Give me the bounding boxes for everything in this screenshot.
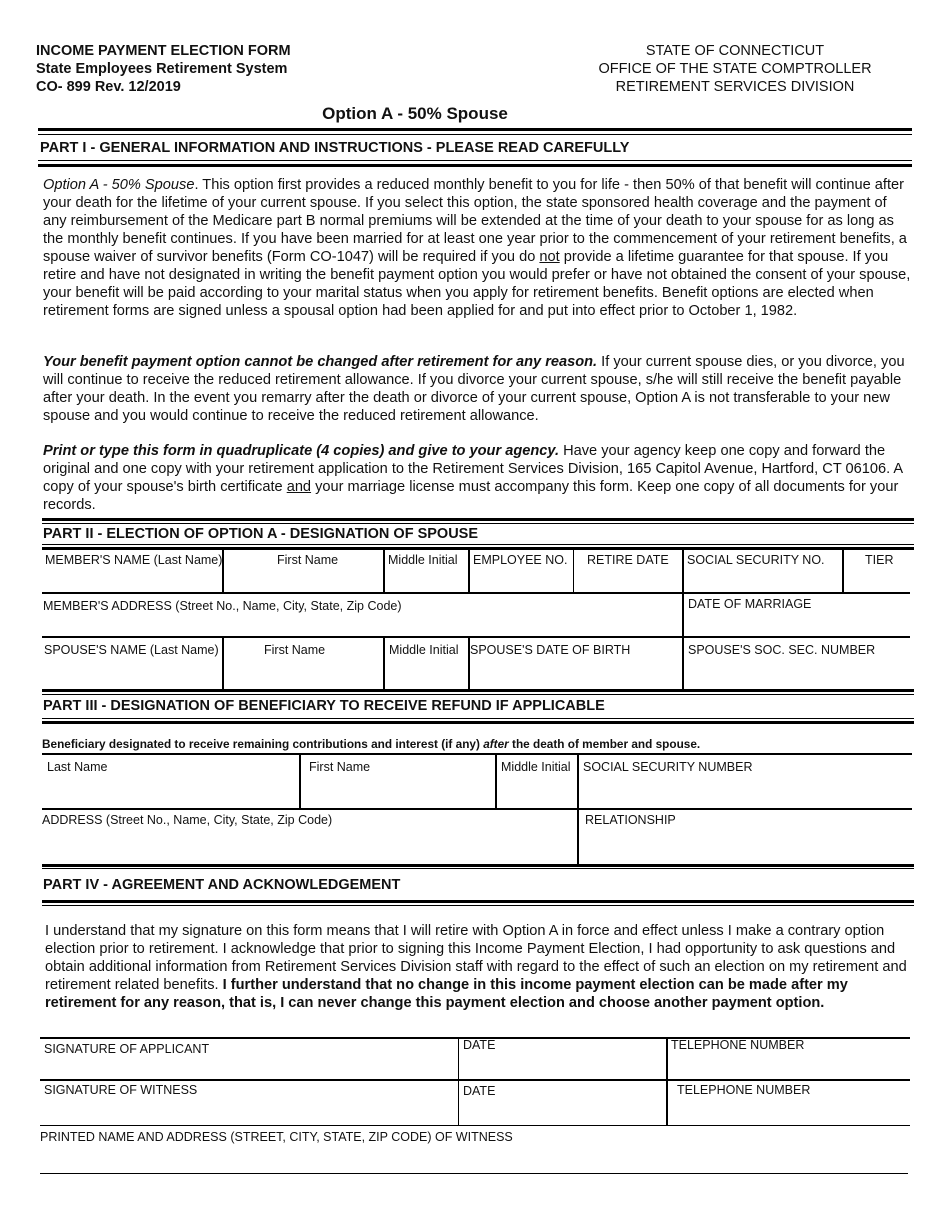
divider xyxy=(42,718,914,719)
spouse-last-name-input[interactable] xyxy=(44,662,223,686)
divider xyxy=(222,549,224,592)
divider xyxy=(42,689,914,692)
form-number: CO- 899 Rev. 12/2019 xyxy=(36,79,181,95)
office-name: OFFICE OF THE STATE COMPTROLLER xyxy=(598,61,872,77)
system-name: State Employees Retirement System xyxy=(36,61,288,77)
divider xyxy=(38,128,912,131)
warning-text: Your benefit payment option cannot be changed after retirement for any reason. xyxy=(43,354,598,370)
witness-date-input[interactable] xyxy=(463,1102,667,1124)
tier-input[interactable] xyxy=(846,570,914,592)
divider xyxy=(42,753,912,755)
divider xyxy=(842,549,844,592)
acknowledgement-text xyxy=(45,922,915,1012)
member-middle-initial-label: Middle Initial xyxy=(388,553,458,567)
divider xyxy=(42,592,910,594)
spouse-dob-input[interactable] xyxy=(472,662,682,686)
beneficiary-address-label: ADDRESS (Street No., Name, City, State, Zip Code) xyxy=(42,813,333,827)
retire-date-label: RETIRE DATE xyxy=(587,553,669,567)
divider xyxy=(42,518,914,521)
underlined-text: and xyxy=(286,479,312,495)
spouse-ssn-input[interactable] xyxy=(688,662,912,686)
divider xyxy=(38,134,912,135)
spouse-dob-label: SPOUSE'S DATE OF BIRTH xyxy=(470,643,631,657)
applicant-phone-label: TELEPHONE NUMBER xyxy=(671,1038,805,1052)
divider xyxy=(682,549,684,690)
retire-date-input[interactable] xyxy=(577,570,684,592)
instruction-text: Print or type this form in quadruplicate (4 copies) and give to your agency. xyxy=(43,443,560,459)
divider xyxy=(42,547,914,550)
beneficiary-last-name-label: Last Name xyxy=(47,760,108,774)
form-name: INCOME PAYMENT ELECTION FORM xyxy=(36,43,291,59)
witness-date-label: DATE xyxy=(463,1084,496,1098)
divider xyxy=(299,754,301,809)
divider xyxy=(40,1079,910,1081)
option-name: Option A - 50% Spouse xyxy=(43,177,195,193)
form-header-right xyxy=(560,42,910,96)
part3-title: PART III - DESIGNATION OF BENEFICIARY TO RECEIVE REFUND IF APPLICABLE xyxy=(43,698,605,714)
beneficiary-middle-initial-input[interactable] xyxy=(500,780,578,806)
emphasis-text: after xyxy=(483,737,509,751)
divider xyxy=(42,905,914,906)
applicant-signature-label: SIGNATURE OF APPLICANT xyxy=(44,1042,210,1056)
divider xyxy=(42,900,914,903)
divider xyxy=(42,544,914,545)
part1-paragraph-option xyxy=(43,176,913,320)
text: . This option first provides a reduced monthly benefit to you for life - then 50% of that benefit will continue after your death for the lifetime of your current spouse. If you select this option, the state sponsored health coverage and the payment of any reimbursement of the Medicare part B normal premiums will be extended at the time of your death to your spouse for as long as the monthly benefit continues. If you have been married for at least one year prior to the commencement of your retirement benefits, a spouse waiver of survivor benefits (Form CO-1047) will be required if you do xyxy=(43,177,907,265)
divider xyxy=(42,721,914,724)
acknowledgement-bold-text: I further understand that no change in this income payment election can be made after my retirement for any reason, that is, I can never change this payment election and choose another payment option. xyxy=(45,977,848,1011)
part1-paragraph-instructions xyxy=(43,442,913,514)
beneficiary-ssn-input[interactable] xyxy=(583,780,913,806)
divider xyxy=(573,549,574,592)
text: Have your agency keep one copy and forward the original and one copy with your retirement application to the Retirement Services Division, 165 Capitol Avenue, Hartford, CT 06106. A copy of your spouse's birth certificate xyxy=(43,443,903,495)
witness-name-address-label: PRINTED NAME AND ADDRESS (STREET, CITY, STATE, ZIP CODE) OF WITNESS xyxy=(40,1130,513,1144)
divider xyxy=(42,808,912,810)
text: I understand that my signature on this form means that I will retire with Option A in force and effect unless I make a contrary option election prior to retirement. I acknowledge that prior to signing this Income Payment Election, I had opportunity to ask questions and obtain additional information from Retirement Services Division staff with regard to the effect of such an election on my retirement and retirement related benefits. xyxy=(45,923,907,993)
divider xyxy=(42,864,914,867)
relationship-input[interactable] xyxy=(583,834,913,860)
member-first-name-label: First Name xyxy=(277,553,339,567)
form-header-left xyxy=(36,42,291,96)
witness-phone-label: TELEPHONE NUMBER xyxy=(677,1083,811,1097)
divider xyxy=(458,1038,459,1126)
member-middle-initial-input[interactable] xyxy=(388,570,470,592)
witness-phone-input[interactable] xyxy=(671,1102,911,1124)
beneficiary-middle-initial-label: Middle Initial xyxy=(501,760,571,774)
spouse-middle-initial-label: Middle Initial xyxy=(389,643,459,657)
divider xyxy=(495,754,497,809)
text: Beneficiary designated to receive remaining contributions and interest (if any) xyxy=(42,737,484,751)
underlined-text: not xyxy=(539,249,560,265)
divider xyxy=(40,1173,908,1174)
ssn-input[interactable] xyxy=(687,570,843,592)
ssn-label: SOCIAL SECURITY NO. xyxy=(687,553,825,567)
spouse-ssn-label: SPOUSE'S SOC. SEC. NUMBER xyxy=(688,643,876,657)
applicant-date-input[interactable] xyxy=(463,1058,667,1080)
divider xyxy=(383,549,385,592)
member-address-label: MEMBER'S ADDRESS (Street No., Name, City, State, Zip Code) xyxy=(43,599,402,613)
beneficiary-first-name-input[interactable] xyxy=(305,780,496,806)
witness-signature-label: SIGNATURE OF WITNESS xyxy=(44,1083,198,1097)
witness-signature-input[interactable] xyxy=(44,1102,458,1124)
divider xyxy=(383,637,385,690)
spouse-first-name-label: First Name xyxy=(264,643,326,657)
divider xyxy=(42,636,910,638)
employee-no-label: EMPLOYEE NO. xyxy=(473,553,568,567)
divider xyxy=(38,160,912,161)
part4-title: PART IV - AGREEMENT AND ACKNOWLEDGEMENT xyxy=(43,877,401,893)
divider xyxy=(222,637,224,690)
divider xyxy=(42,523,914,524)
text: provide a lifetime guarantee for that spouse. If you retire and have not designated in writing the benefit payment option you would prefer or have not obtained the consent of your spouse, your benefit will be paid according to your marital status when you apply for retirement benefits. Benefit options are elected when retirement forms are signed unless a spousal option had been applied for and put into effect prior to October 1, 1982. xyxy=(43,249,911,319)
date-of-marriage-label: DATE OF MARRIAGE xyxy=(688,597,812,611)
member-first-name-input[interactable] xyxy=(226,570,385,592)
spouse-middle-initial-input[interactable] xyxy=(388,662,470,686)
beneficiary-last-name-input[interactable] xyxy=(46,780,300,806)
divider xyxy=(40,1125,910,1126)
divider xyxy=(468,549,470,592)
member-address-input[interactable] xyxy=(43,616,682,638)
state-name: STATE OF CONNECTICUT xyxy=(645,43,825,59)
applicant-signature-input[interactable] xyxy=(44,1060,458,1080)
divider xyxy=(38,164,912,167)
divider xyxy=(42,868,914,869)
page-title: Option A - 50% Spouse xyxy=(322,104,508,123)
text: your marriage license must accompany this form. Keep one copy of all documents for your records. xyxy=(43,479,899,513)
beneficiary-note xyxy=(42,737,700,751)
member-last-name-label: MEMBER'S NAME (Last Name) xyxy=(45,553,223,567)
relationship-label: RELATIONSHIP xyxy=(585,813,676,827)
applicant-phone-input[interactable] xyxy=(671,1058,911,1080)
text: If your current spouse dies, or you divorce, you will continue to receive the reduced retirement allowance. If you divorce your current spouse, s/he will still receive the benefit payable after your death. In the event you remarry after the death or divorce of your current spouse, Option A is not transferable to your new spouse and you would continue to receive the reduced retirement allowance. xyxy=(43,354,905,424)
beneficiary-address-input[interactable] xyxy=(42,834,576,860)
spouse-first-name-input[interactable] xyxy=(226,662,385,686)
witness-name-address-input[interactable] xyxy=(40,1150,910,1172)
spouse-last-name-label: SPOUSE'S NAME (Last Name) xyxy=(44,643,219,657)
part1-paragraph-change xyxy=(43,353,913,425)
text: the death of member and spouse. xyxy=(508,737,701,751)
beneficiary-ssn-label: SOCIAL SECURITY NUMBER xyxy=(583,760,753,774)
employee-no-input[interactable] xyxy=(473,570,575,592)
part2-title: PART II - ELECTION OF OPTION A - DESIGNATION OF SPOUSE xyxy=(43,526,479,542)
applicant-date-label: DATE xyxy=(463,1038,496,1052)
beneficiary-first-name-label: First Name xyxy=(309,760,371,774)
tier-label: TIER xyxy=(865,553,894,567)
division-name: RETIREMENT SERVICES DIVISION xyxy=(615,79,855,95)
divider xyxy=(42,694,914,695)
date-of-marriage-input[interactable] xyxy=(688,614,912,636)
part1-title: PART I - GENERAL INFORMATION AND INSTRUCTIONS - PLEASE READ CAREFULLY xyxy=(40,140,630,156)
member-last-name-input[interactable] xyxy=(45,570,224,592)
